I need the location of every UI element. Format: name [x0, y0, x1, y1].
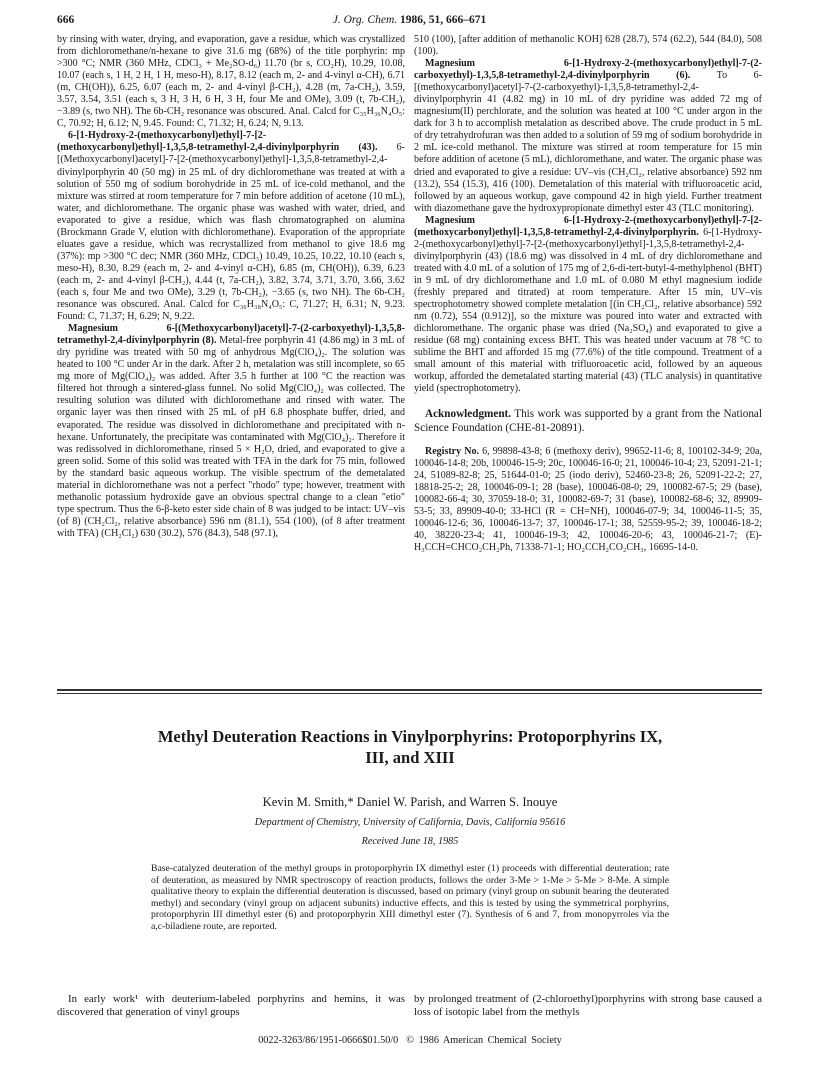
- page-number: 666: [57, 14, 75, 26]
- running-header: [57, 14, 762, 30]
- title-line-2: III, and XIII: [365, 748, 455, 767]
- article-code: 0022-3263/86/1951-0666$01.50/0: [258, 1035, 399, 1046]
- left-paragraph-2: [57, 130, 405, 323]
- article-divider: [57, 689, 762, 693]
- compound-heading: Magnesium 6-[1-Hydroxy-2-(methoxycarbonyl)ethyl]-7-(2-carboxyethyl)-1,3,5,8-tetramethyl-2,4-divinylporphyrin (6).: [414, 58, 762, 82]
- paragraph-body: To 6-[(methoxycarbonyl)acetyl]-7-(2-carboxyethyl)-1,3,5,8-tetramethyl-2,4-divinylporphyrin 41 (4.82 mg) in 10 mL of dry pyridine was added 72 mg of magnesium(II) perchlorate, and the solution was heated at 100 °C under argon in the dark for 3 h to accomplish metalation as described above. The crude product in 5 mL of dry tetrahydrofuran was then added to a solution of 59 mg of sodium borohydride in 2 mL ice-cold methanol. The mixture was stirred at room temperature for 15 min before addition of acetone (5 mL), dichloromethane, and water. The organic phase was dried and evaporated to give a residue: UV–vis (CH₂Cl₂, relative absorbance) 592 nm (13.2), 554 (15.3), 416 (100). Demetalation of this material with trifluoroacetic acid, followed by an aqueous workup, gave compound 42 in high yield. Further treatment with diazomethane gave the hydroxypropionate dimethyl ester 43 (TLC monitoring).: [414, 70, 762, 214]
- acknowledgment-body: This work was supported by a grant from the National Science Foundation (CHE-81-20891).: [414, 408, 762, 434]
- registry-heading: Registry No.: [425, 445, 479, 457]
- intro-right-column: by prolonged treatment of (2-chloroethyl)porphyrins with strong base caused a loss of isotopic label from the methyls: [414, 993, 762, 1018]
- compound-heading: Magnesium 6-[(Methoxycarbonyl)acetyl]-7-(2-carboxyethyl)-1,3,5,8-tetramethyl-2,4-divinylporphyrin (8).: [57, 323, 405, 347]
- received-date: Received June 18, 1985: [361, 836, 459, 847]
- paragraph-body: 6-[1-Hydroxy-2-(methoxycarbonyl)ethyl]-7-[2-(methoxycarbonyl)ethyl]-1,3,5,8-tetramethyl-2,4-divinylporphyrin (43) (18.6 mg) was dissolved in 4 mL of dry dichloromethane and treated with 4.0 mL of a solution of 175 mg of 2,6-di-tert-butyl-4-methylphenol (BHT) in 9 mL of dry dichloromethane and 1.0 mL of 0.080 M ethyl magnesium iodide (freshly prepared and titrated) at room temperature. After 15 min, UV–vis spectrophotometry showed complete metalation [(in CH₂Cl₂, relative absorbance) 592 nm (0.72), 554 (0.912)], so the mixture was poured into water and extracted with dichloromethane. The organic phase was dried (Na₂SO₄) and evaporated to give a residue (68 mg) containing excess BHT. This was heated under vacuum at 78 °C to sublime the BHT and afforded 15 mg (77.6%) of the title compound. Treatment of a small amount of this material with trifluoroacetic acid, followed by an aqueous workup, afforded the demetalated starting material (43) (TLC analysis) in quantitative yield (spectrophotometry).: [414, 226, 762, 395]
- paragraph-body: 6-[(Methoxycarbonyl)acetyl]-7-[2-(methoxycarbonyl)ethyl]-1,3,5,8-tetramethyl-2,4-divinylporphyrin 40 (50 mg) in 25 mL of dry dichloromethane was treated at with a solution of 550 mg of sodium borohydride in 25 mL of ice-cold methanol, and the mixture was stirred at room temperature for 7 min before addition of acetone (10 mL), water, and dichloromethane. The organic phase was washed with water, dried, and evaporated to give a residue, which was flash chromatographed on alumina (Brockmann Grade V, elution with dichloromethane). Evaporation of the appropriate eluates gave a residue, which was recrystallized from methanol to give 18.6 mg (37%): mp >300 °C dec; NMR (360 MHz, CDCl₃) 10.49, 10.25, 10.22, 10.10 (each s, meso-H), 8.30, 8.29 (each m, 2- and 4-vinyl α-CH), 6.85 (m, CH(OH)), 6.39, 6.23 (each m, 2- and 4-vinyl β-CH₂), 4.44 (t, 7a-CH₂), 3.82, 3.74, 3.71, 3.70, 3.66, 3.62 (each s, four Me and two OMe), 3.29 (t, 7b-CH₂), −3.65 (s, two NH). The 6b-CH₂ resonance was obscured. Anal. Calcd for C₃₆H₃₈N₄O₅: C, 71.27; H, 6.31; N, 9.23. Found: C, 71.37; H, 6.29; N, 9.22.: [57, 142, 405, 323]
- copyright-notice: © 1986 American Chemical Society: [406, 1035, 562, 1046]
- compound-heading: 6-[1-Hydroxy-2-(methoxycarbonyl)ethyl]-7-[2-(methoxycarbonyl)ethyl]-1,3,5,8-tetramethyl-2,4-divinylporphyrin (43).: [57, 130, 378, 154]
- journal-name: J. Org. Chem.: [332, 14, 398, 26]
- intro-left-column: In early work¹ with deuterium-labeled porphyrins and hemins, it was discovered that generation of vinyl groups: [57, 993, 405, 1018]
- title-line-1: Methyl Deuteration Reactions in Vinylporphyrins: Protoporphyrins IX,: [157, 727, 663, 746]
- article-title: [70, 726, 750, 768]
- right-paragraph-2: [414, 58, 762, 215]
- abstract: Base-catalyzed deuteration of the methyl groups in protoporphyrin IX dimethyl ester (1) proceeds with differential deuteration; rate of deuteration, as measured by NMR spectroscopy of reaction products, follows the order 3-Me > 1-Me > 5-Me > 8-Me. A simple qualitative theory to explain the differential deuteration is discussed, based on primary (vinyl group on subunit bearing the deuterated methyl) and secondary (vinyl group on adjacent subunits) inductive effects, and this is tested by using the symmetrical porphyrins, protoporphyrin III dimethyl ester (6) and protoporphyrin XIII dimethyl ester (7). Synthesis of 6 and 7, from monopyrroles via the a,c-biladiene route, are reported.: [151, 863, 669, 932]
- left-paragraph-3: [57, 323, 405, 540]
- journal-year-volume: 1986, 51, 666–671: [400, 14, 487, 26]
- compound-heading: Magnesium 6-[1-Hydroxy-2-(methoxycarbonyl)ethyl]-7-[2-(methoxycarbonyl)ethyl]-1,3,5,8-tetramethyl-2,4-divinylporphyrin.: [414, 214, 762, 238]
- journal-citation: [57, 14, 762, 26]
- right-paragraph-1: 510 (100), [after addition of methanolic KOH] 628 (28.7), 574 (62.2), 544 (84.0), 508 (100).: [414, 34, 762, 58]
- right-column: [414, 34, 762, 554]
- left-paragraph-1: by rinsing with water, drying, and evaporation, gave a residue, which was crystallized from dichloromethane/n-hexane to give 31.6 mg (68%) of the title porphyrin: mp >300 °C; NMR (360 MHz, CDCl₃ + Me₂SO-d₆) 11.70 (br s, CO₂H), 10.29, 10.08, 10.07 (each s, 1 H, 2 H, 1 H, meso-H), 8.17, 8.12 (each m, 2- and 4-vinyl α-CH), 6.71 (m, CH(OH)), 6.25, 6.07 (each m, 2- and 4-vinyl β-CH₂), 4.28 (m, 7a-CH₂), 3.59, 3.57, 3.54, 3.51 (each s, 3 H, 3 H, 6 H, 3 H, four Me and OMe), 3.09 (t, 7b-CH₂), −3.89 (s, two NH). The 6b-CH₂ resonance was obscured. Anal. Calcd for C₃₅H₃₆N₄O₅: C, 70.92; H, 6.12; N, 9.45. Found: C, 71.32; H, 6.24; N, 9.13.: [57, 34, 405, 130]
- author-list: Kevin M. Smith,* Daniel W. Parish, and Warren S. Inouye: [262, 795, 558, 809]
- affiliation: Department of Chemistry, University of California, Davis, California 95616: [254, 817, 566, 828]
- paragraph-body: Metal-free porphyrin 41 (4.86 mg) in 3 mL of dry pyridine was treated with 50 mg of anhydrous Mg(ClO₄)₂. The solution was heated to 100 °C under Ar in the dark. After 2 h, metalation was still incomplete, so 65 mg more of Mg(ClO₄)₂ was added. After 3.5 h further at 100 °C the reaction was filtered hot through a sintered-glass funnel. No solid Mg(ClO₄)₂ was collected. The resulting solution was diluted with dichloromethane and rinsed with water. The organic layer was then rinsed with 25 mL of pH 6.8 phosphate buffer, dried, and evaporated. The residue was dissolved in dichloromethane and precipitated with n-hexane. Unfortunately, the precipitate was contaminated with Mg(ClO₄)₂. Therefore it was redissolved in dichloromethane, rinsed 5 × H₂O, dried, and evaporated to give a green solid. Some of this solid was treated with TFA in the dark for 75 min, followed by the standard basic aqueous workup. The visible spectrum of the demetalated material in dichloromethane was not a perfect "rhodo" type; however, treatment with methanolic potassium hydroxide gave an obvious spectral change to a clean "etio" type spectrum. Thus the 6-β-keto ester side chain of 8 was judged to be intact: UV–vis (of 8) (CH₂Cl₂, relative absorbance) 596 nm (81.1), 554 (100), (of 8 after treatment with TFA) (CH₂Cl₂) 630 (30.2), 576 (84.3), 548 (97.1),: [57, 335, 406, 539]
- acknowledgment: [414, 408, 762, 434]
- right-paragraph-3: [414, 215, 762, 396]
- acknowledgment-heading: Acknowledgment.: [425, 408, 512, 421]
- registry-body: 6, 99898-43-8; 6 (methoxy deriv), 99652-11-6; 8, 100102-34-9; 20a, 100046-14-8; 20b, 100046-15-9; 20c, 100046-16-0; 21, 100046-10-4; 23, 52091-21-1; 24, 51089-82-8; 25, 51644-01-0; 25 (iodo deriv), 52460-23-8; 26, 52091-22-2; 27, 18818-25-2; 28, 100046-09-1; 28 (base), 100046-08-0; 29, 100082-67-5; 29 (base), 100082-66-4; 30, 37059-18-0; 31, 100082-69-7; 31 (base), 100082-68-6; 32, 89909-53-5; 33, 89909-40-0; 33-HCl (R = CH=NH), 100046-07-9; 34, 100046-11-5; 35, 100046-12-6; 36, 100046-13-7; 37, 100046-17-1; 38, 52559-95-2; 39, 100046-18-2; 40, 38220-23-4; 41, 100046-19-3; 42, 100046-20-6; 43, 100046-21-7; (E)-H₃CCH=CHCO₂CH₂Ph, 71338-71-1; HO₂CCH₂CO₂CH₃, 16695-14-0.: [414, 445, 762, 554]
- left-column: [57, 34, 405, 540]
- page-footer: [0, 1035, 820, 1046]
- registry-numbers: [414, 446, 762, 554]
